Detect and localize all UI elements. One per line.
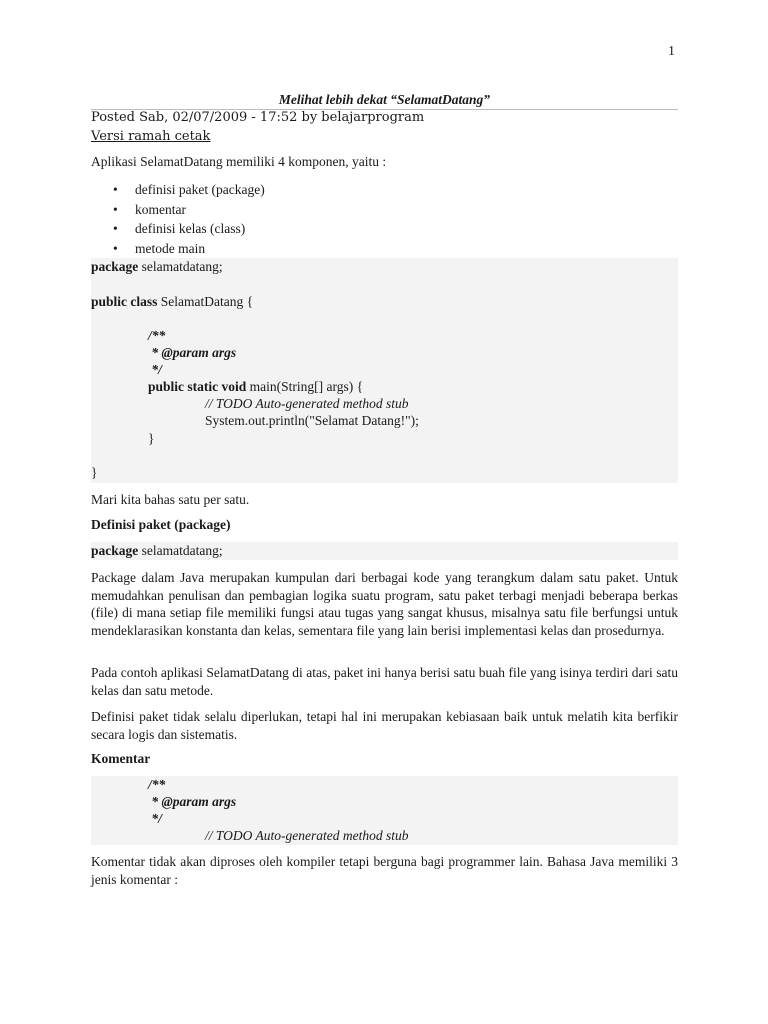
print-friendly-link[interactable]: Versi ramah cetak (91, 129, 211, 144)
code-line-doc-close: */ (148, 811, 162, 826)
intro-text: Aplikasi SelamatDatang memiliki 4 komponen, yaitu : (91, 154, 387, 169)
list-item: • komentar (91, 200, 265, 220)
list-item: • definisi kelas (class) (91, 219, 265, 239)
heading-package: Definisi paket (package) (91, 517, 231, 532)
package-paragraph: Package dalam Java merupakan kumpulan dari berbagai kode yang terangkum dalam satu paket. Untuk memudahkan penulisan dan pembagian logika suatu program, satu paket terbagi menjadi beberapa berkas (file) di mana setiap file memiliki fungsi atau tugas yang sangat khusus, misalnya satu file berfungsi untuk mendeklarasikan konstanta dan kelas, sementara file yang lain berisi implementasi kelas dan prosedurnya. (91, 570, 678, 638)
component-list (91, 180, 265, 259)
code-line-doc-open: /** (148, 328, 166, 343)
list-item: • definisi paket (package) (91, 180, 265, 200)
code-block-package (91, 542, 678, 560)
code-line-class-close: } (91, 465, 98, 480)
definition-paragraph: Definisi paket tidak selalu diperlukan, tetapi hal ini merupakan kebiasaan baik untuk melatih kita berfikir secara logis dan sistematis. (91, 709, 678, 742)
code-line-println: System.out.println("Selamat Datang!"); (205, 413, 419, 428)
bullet-icon: • (113, 201, 118, 217)
bullet-icon: • (113, 182, 118, 197)
code-block-comment (91, 776, 678, 845)
example-paragraph: Pada contoh aplikasi SelamatDatang di atas, paket ini hanya berisi satu buah file yang isinya terdiri dari satu kelas dan satu metode. (91, 665, 678, 698)
code-line-package: package selamatdatang; (91, 259, 223, 274)
post-meta: Posted Sab, 02/07/2009 - 17:52 by belajarprogram (91, 110, 425, 125)
article-title: Melihat lebih dekat “SelamatDatang” (278, 92, 491, 107)
list-item: • metode main (91, 239, 265, 259)
code-line-class: public class SelamatDatang { (91, 294, 254, 309)
heading-comment: Komentar (91, 751, 151, 766)
code-line-doc-param: * @param args (148, 794, 237, 809)
next-text: Mari kita bahas satu per satu. (91, 492, 250, 507)
code-line-method: public static void main(String[] args) { (148, 379, 364, 394)
code-line-todo: // TODO Auto-generated method stub (205, 828, 409, 843)
code-block-full (91, 258, 678, 483)
bullet-icon: • (113, 221, 118, 237)
page-number: 1 (668, 44, 675, 59)
code-line-doc-param: * @param args (148, 345, 237, 360)
code-line-doc-open: /** (148, 777, 166, 792)
code-line-todo: // TODO Auto-generated method stub (205, 396, 409, 411)
code-line-method-close: } (148, 431, 155, 446)
bullet-icon: • (113, 241, 118, 257)
comment-paragraph: Komentar tidak akan diproses oleh kompiler tetapi berguna bagi programmer lain. Bahasa Java memiliki 3 jenis komentar : (91, 854, 678, 887)
code-line-package: package selamatdatang; (91, 543, 223, 558)
code-line-doc-close: */ (148, 362, 162, 377)
